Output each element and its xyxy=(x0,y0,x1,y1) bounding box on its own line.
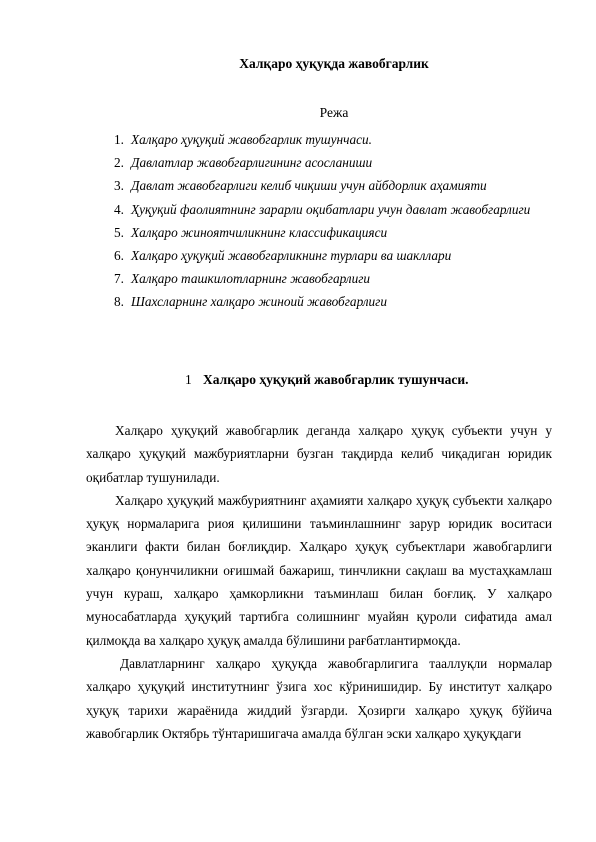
paragraph: Халқаро ҳуқуқий жавобгарлик деганда халқаро ҳуқуқ субъекти учун у халқаро ҳуқуқий мажбуриятларни бузган тақдирда келиб чиқадиган юридик оқибатлар тушунилади. xyxy=(86,423,552,485)
plan-item-text: Халқаро ҳуқуқий жавобгарликнинг турлари ва шакллари xyxy=(131,248,452,264)
plan-item xyxy=(114,128,534,151)
section-heading xyxy=(185,372,469,388)
plan-item-number: 2. xyxy=(114,155,124,171)
paragraph: Халқаро ҳуқуқий мажбуриятнинг аҳамияти халқаро ҳуқуқ субъекти халқаро ҳуқуқ нормаларига риоя қилишини таъминлашнинг зарур юридик воситаси эканлиги факти билан боғлиқдир. Халқаро ҳуқуқ субъектлари жавобгарлиги халқаро қонунчиликни оғишмай бажариш, тинчликни сақлаш ва мустаҳкамлаш учун кураш, халқаро ҳамкорликни таъминлаш билан боғлиқ. У халқаро муносабатларда ҳуқуқий тартибга солишнинг муайян қуроли сифатида амал қилмоқда ва халқаро ҳуқуқ амалда бўлишини рағбатлантирмоқда. xyxy=(86,492,552,648)
plan-item-number: 6. xyxy=(114,248,124,264)
section-number: 1 xyxy=(185,372,192,387)
plan-item xyxy=(114,290,534,313)
plan-item-text: Халқаро жиноятчиликнинг классификацияси xyxy=(131,224,388,240)
plan-item-number: 1. xyxy=(114,132,124,147)
plan-item-text: Давлат жавобгарлиги келиб чиқиши учун айбдорлик аҳамияти xyxy=(131,178,487,194)
plan-item xyxy=(114,267,534,290)
plan-item-number: 3. xyxy=(114,178,124,194)
plan-item-number: 4. xyxy=(114,201,124,217)
plan-item xyxy=(114,198,534,221)
plan-item-text: Халқаро ташкилотларнинг жавобгарлиги xyxy=(131,271,371,287)
plan-item-text: Давлатлар жавобгарлигининг асосланиши xyxy=(131,155,373,171)
section-title: Халқаро ҳуқуқий жавобгарлик тушунчаси. xyxy=(203,372,469,387)
plan-item xyxy=(114,174,534,197)
paragraph: Давлатларнинг халқаро ҳуқуқда жавобгарлигига тааллуқли нормалар халқаро ҳуқуқий институтнинг ўзига хос кўринишидир. Бу институт халқаро ҳуқуқ тарихи жараёнида жиддий ўзгарди. Ҳозирги халқаро ҳуқуқ бўйича жавобгарлик Октябрь тўнтаришигача амалда бўлган эски халқаро ҳуқуқдаги xyxy=(86,655,552,741)
body-text xyxy=(86,419,552,745)
plan-item-text: Ҳуқуқий фаолиятнинг зарарли оқибатлари учун давлат жавобгарлиги xyxy=(131,201,531,217)
plan-item xyxy=(114,244,534,267)
document-title: Халқаро ҳуқуқда жавобгарлик xyxy=(239,56,429,71)
plan-item-number: 7. xyxy=(114,271,124,287)
plan-item-text: Шахсларнинг халқаро жиноий жавобгарлиги xyxy=(131,294,388,310)
plan-item xyxy=(114,151,534,174)
plan-item-text: Халқаро ҳуқуқий жавобгарлик тушунчаси. xyxy=(131,132,372,147)
plan-item-number: 8. xyxy=(114,294,124,310)
plan-heading: Режа xyxy=(319,105,349,120)
plan-item-number: 5. xyxy=(114,224,124,240)
plan-list xyxy=(114,128,534,314)
plan-item xyxy=(114,221,534,244)
